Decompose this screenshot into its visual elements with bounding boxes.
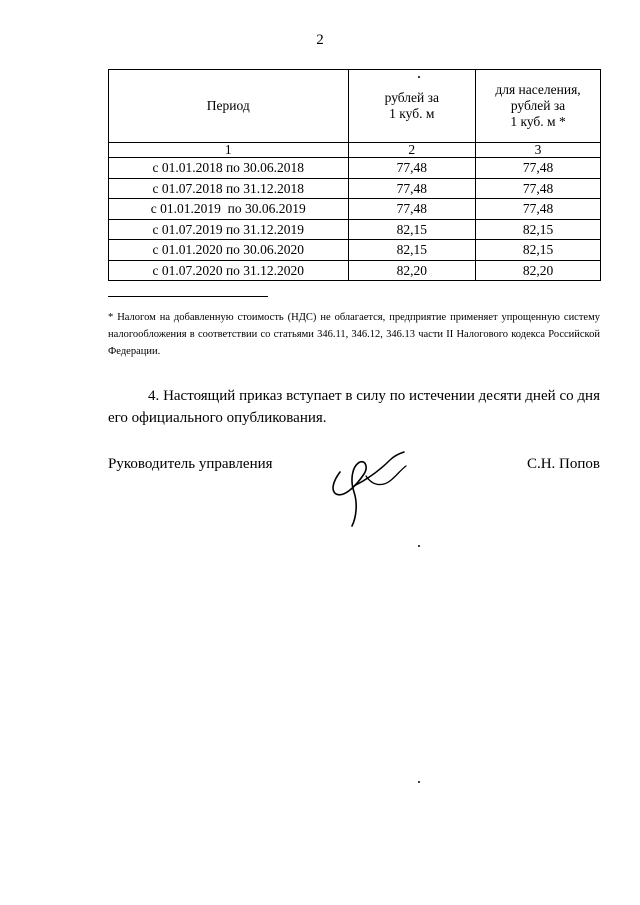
row-period: с 01.01.2020 по 30.06.2020 (109, 240, 349, 261)
column-number-1: 1 (109, 143, 349, 158)
row-period: с 01.07.2020 по 31.12.2020 (109, 260, 349, 281)
row-rate: 82,20 (348, 260, 476, 281)
row-population-rate: 77,48 (476, 158, 601, 179)
row-population-rate: 77,48 (476, 178, 601, 199)
row-rate: 77,48 (348, 199, 476, 220)
row-population-rate: 82,15 (476, 219, 601, 240)
row-rate: 77,48 (348, 178, 476, 199)
header-period (109, 70, 349, 143)
row-period: с 01.01.2018 по 30.06.2018 (109, 158, 349, 179)
column-number-3: 3 (476, 143, 601, 158)
table-row (109, 199, 601, 220)
header-population-rate-column (476, 70, 601, 143)
speck-mark (418, 76, 420, 78)
row-period: с 01.01.2019 по 30.06.2019 (109, 199, 349, 220)
table-row (109, 260, 601, 281)
table-row (109, 240, 601, 261)
row-rate: 82,15 (348, 219, 476, 240)
row-period: с 01.07.2019 по 31.12.2019 (109, 219, 349, 240)
header-population-rate-label: для населения, рублей за 1 куб. м * (495, 82, 581, 129)
tariff-table (108, 69, 601, 281)
header-period-label: Период (206, 98, 250, 113)
header-rate-column (348, 70, 476, 143)
row-population-rate: 82,20 (476, 260, 601, 281)
speck-mark (418, 545, 420, 547)
table-row (109, 178, 601, 199)
footnote-text: * Налогом на добавленную стоимость (НДС) не облагается, предприятие применяет упрощенную систему налогообложения в соответствии со статьями 346.11, 346.12, 346.13 части II Налогового кодекса Российской Федерации. (108, 312, 600, 357)
row-rate: 82,15 (348, 240, 476, 261)
row-rate: 77,48 (348, 158, 476, 179)
row-population-rate: 82,15 (476, 240, 601, 261)
clause-4-paragraph: 4. Настоящий приказ вступает в силу по истечении десяти дней со дня его официального опубликования. (108, 388, 600, 426)
signer-title: Руководитель управления (108, 456, 273, 472)
signer-name: С.Н. Попов (526, 456, 600, 472)
page-number: 2 (316, 32, 324, 48)
table-row (109, 219, 601, 240)
speck-mark (418, 781, 420, 783)
handwritten-signature (326, 446, 416, 532)
table-row (109, 158, 601, 179)
column-number-2: 2 (348, 143, 476, 158)
header-rate-label: рублей за 1 куб. м (384, 90, 439, 121)
column-number-row (109, 143, 601, 158)
table-header-row (109, 70, 601, 143)
footnote-divider (108, 296, 268, 297)
row-population-rate: 77,48 (476, 199, 601, 220)
row-period: с 01.07.2018 по 31.12.2018 (109, 178, 349, 199)
